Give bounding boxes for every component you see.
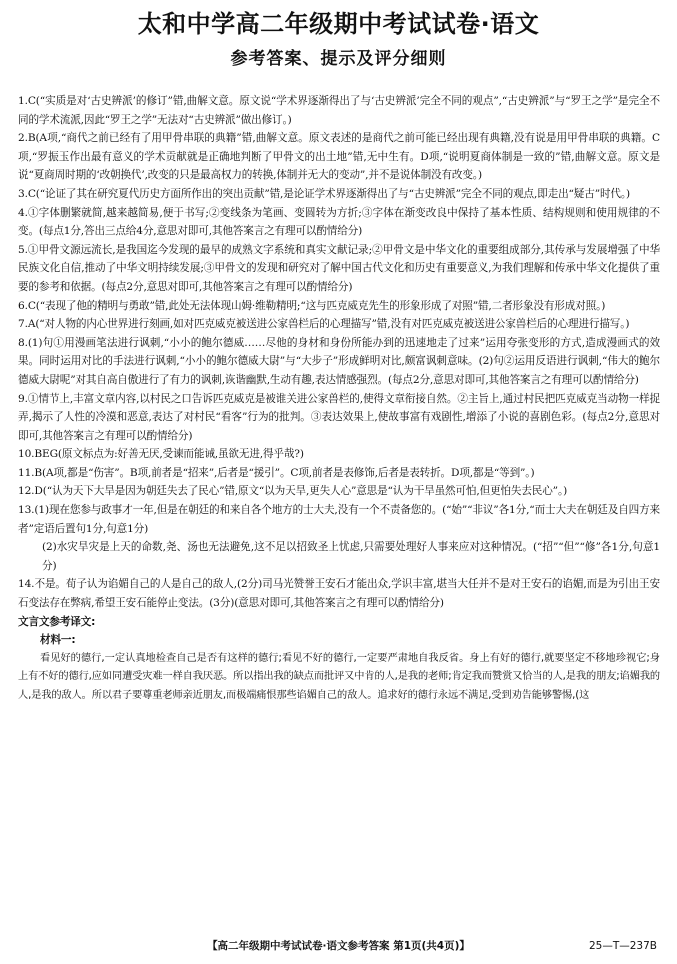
answer-item <box>18 482 660 501</box>
answer-number: 14. <box>18 578 35 591</box>
answer-number: 10. <box>18 448 35 461</box>
answer-item <box>18 390 660 446</box>
answer-text: C(“表现了他的精明与勇敢”错,此处无法体现山姆·维勒精明;“这与匹克威克先生的形象形成了对照”错,二者形象没有形成对照。) <box>27 299 606 312</box>
answer-number: 5. <box>18 243 28 256</box>
translation-heading: 文言文参考译文: <box>18 615 96 628</box>
answer-item <box>18 464 660 483</box>
page-subtitle: 参考答案、提示及评分细则 <box>230 49 447 69</box>
page-footer <box>0 937 677 955</box>
answer-text: 不是。荀子认为谄媚自己的人是自己的敌人,(2分)司马光赞誉王安石才能出众,学识丰富,堪当大任并不是对王安石的谄媚,而是为引出王安石变法存在弊病,希望王安石能停止变法。(3分)(意思对即可,其他答案言之有理可以酌情给分) <box>18 578 660 610</box>
answer-item-13 <box>18 501 660 575</box>
footer-document-code: 25—T—237B <box>588 940 657 952</box>
answer-item <box>18 129 660 185</box>
answer-text: ①字体删繁就简,越来越简易,便于书写;②变线条为笔画、变圆转为方折;③字体在渐变改良中保持了基本性质、结构规则和使用规律的不变。(每点1分,答出三点给4分,意思对即可,其他答案言之有理可以酌情给分) <box>18 206 660 238</box>
answer-item <box>18 445 660 464</box>
answer-text: B(A项,都是“伤害”。B项,前者是“招来”,后者是“援引”。C项,前者是表修饰,后者是表转折。D项,都是“等到”。) <box>34 466 535 479</box>
answer-item <box>18 92 660 129</box>
answer-text: A(“对人物的内心世界进行刻画,如对匹克威克被送进公家兽栏后的心理描写”错,没有对匹克威克被送进公家兽栏后的心理进行描写。) <box>27 318 630 331</box>
answer-body <box>18 92 660 706</box>
answer-item <box>18 204 660 241</box>
answer-number: 2. <box>18 132 28 145</box>
answer-text: B(A项,“商代之前已经有了用甲骨串联的典籍”错,曲解文意。原文表述的是商代之前可能已经出现有典籍,没有说是用甲骨串联的典籍。C项,“罗振玉作出最有意义的学术贡献就是正确地判断了甲骨文的出土地”错,无中生有。D项,“说明夏商体制是一致的”错,曲解文意。原文是说“夏商周时期的‘改朝换代’,改变的只是最高权力的转换,体制并无大的变动”,并不是说体制没有改变。) <box>18 132 660 182</box>
answer-item <box>18 297 660 316</box>
answer-number: 1. <box>18 95 28 107</box>
answer-text: C(“论证了其在研究夏代历史方面所作出的突出贡献”错,是论证学术界逐渐得出了与“古史辨派”完全不同的观点,即走出“疑古”时代。) <box>27 187 630 200</box>
answer-item <box>18 315 660 334</box>
answer-number: 8. <box>18 336 28 349</box>
answer-text: ①甲骨文源远流长,是我国迄今发现的最早的成熟文字系统和真实文献记录;②甲骨文是中华文化的重要组成部分,其传承与发展增强了中华民族文化自信,推动了中华文明持续发展;③甲骨文的发现和研究对了解中国古代文化和历史有重要意义,为我们理解和传承中华文化提供了重要的参考和依据。(每点2分,意思对即可,其他答案言之有理可以酌情给分) <box>18 243 660 293</box>
footer-page-info: 【高二年级期中考试试卷·语文参考答案 第1页(共4页)】 <box>207 940 470 952</box>
answer-text: ①情节上,丰富文章内容,以村民之口告诉匹克威克是被谁关进公家兽栏的,使得文章衔接自然。②主旨上,通过村民把匹克威克当动物一样捉弄,揭示了人性的冷漠和恶意,表达了对村民“看客”行为的批判。③表达效果上,使故事富有戏剧性,增添了小说的喜剧色彩。(每点2分,意思对即可,其他答案言之有理可以酌情给分) <box>18 392 660 442</box>
answer-number: 9. <box>18 392 28 405</box>
answer-number: 13. <box>18 504 35 517</box>
answer-number: 12. <box>18 485 35 498</box>
answer-text-part-1: (1)现在您参与政事才一年,但是在朝廷的和来自各个地方的士大夫,没有一个不责备您的。(“始”“非议”各1分,“而士大夫在朝廷及自四方来者”定语后置句1分,句意1分) <box>18 504 660 535</box>
answer-number: 4. <box>18 206 28 219</box>
answer-item <box>18 241 660 297</box>
answer-number: 3. <box>18 187 28 200</box>
answer-text: (1)句①用漫画笔法进行讽刺,“小小的鲍尔德威……尽他的身材和身份所能办到的迅速地走了过来”运用夸张变形的方式,造成漫画式的效果。同时运用对比的手法进行讽刺,“小小的鲍尔德威大尉”与“大步子”形成鲜明对比,颇富讽刺意味。(2)句②运用反语进行讽刺,“伟大的鲍尔德威大尉呢”对其自高自傲进行了有力的讽刺,诙谐幽默,生动有趣,表达情感强烈。(每点2分,意思对即可,其他答案言之有理可以酌情给分) <box>18 336 660 386</box>
answer-number: 11. <box>18 466 35 479</box>
answer-item <box>18 185 660 204</box>
answer-text: D(“认为天下大旱是因为朝廷失去了民心”错,原文“以为天旱,更失人心”意思是“认为干旱虽然可怕,但更怕失去民心”。) <box>34 485 568 498</box>
material-label: 材料一: <box>40 634 76 647</box>
translation-text: 看见好的德行,一定认真地检查自己是否有这样的德行;看见不好的德行,一定要严肃地自我反省。身上有好的德行,就要坚定不移地珍视它;身上有不好的德行,应如同遭受灾难一样自我厌恶。所以指出我的缺点而批评又中肯的人,是我的老师;肯定我而赞赏又恰当的人,是我的朋友;谄媚我的人,是我的敌人。所以君子要尊重老师亲近朋友,而极端痛恨那些谄媚自己的敌人。追求好的德行永远不满足,受到劝告能够警惕,(这 <box>18 652 660 701</box>
page-title: 太和中学高二年级期中考试试卷·语文 <box>137 10 540 38</box>
answer-text: C(“实质是对‘古史辨派’的修订”错,曲解文意。原文说“学术界逐渐得出了与‘古史辨派’完全不同的观点”,“古史辨派”与“罗王之学”是完全不同的学术流派,因此“罗王之学”无法对“古史辨派”做出修订。) <box>18 95 660 126</box>
answer-number: 7. <box>18 318 28 331</box>
answer-text-part-2: (2)水灾旱灾是上天的命数,尧、汤也无法避免,这不足以招致圣上忧虑,只需要处理好人事来应对这种情况。(“招”“但”“修”各1分,句意1分) <box>42 541 660 572</box>
answer-item <box>18 334 660 390</box>
answer-text: BEG(原文标点为:好善无厌,受谏而能诫,虽欲无进,得乎哉?) <box>34 448 304 461</box>
answer-item-14 <box>18 575 660 612</box>
answer-number: 6. <box>18 299 28 312</box>
